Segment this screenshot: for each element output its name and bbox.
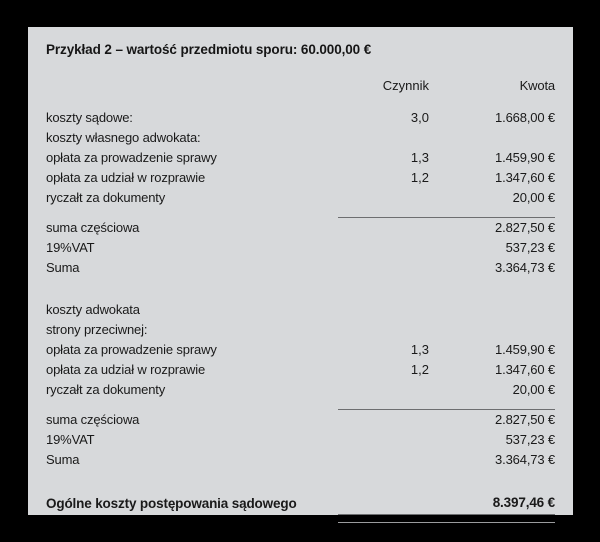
row-amount: 1.347,60 € [495,170,555,185]
table-row [46,128,555,148]
row-label: opłata za prowadzenie sprawy [46,150,217,165]
table-row [46,320,555,340]
header-label [46,75,338,97]
grand-total-label: Ogólne koszty postępowania sądowego [46,495,297,511]
row-label: Suma [46,452,80,467]
row-label: suma częściowa [46,220,140,235]
table-row [46,430,555,450]
row-label: suma częściowa [46,412,140,427]
row-factor [338,218,438,239]
row-factor [338,380,438,400]
row-factor [338,238,438,258]
row-amount: 1.459,90 € [495,342,555,357]
subtotal-separator [46,208,555,218]
row-factor [338,410,438,431]
table-header-row [46,75,555,97]
table-row [46,340,555,360]
row-factor: 1,3 [410,150,429,165]
table-row [46,258,555,278]
row-amount [438,128,555,148]
row-label: opłata za udział w rozprawie [46,170,206,185]
row-amount: 537,23 € [505,432,555,447]
row-label: opłata za udział w rozprawie [46,362,206,377]
row-amount [438,320,555,340]
row-factor [338,320,438,340]
row-amount: 1.668,00 € [495,110,555,125]
spacer [46,470,555,492]
row-label: opłata za prowadzenie sprawy [46,342,217,357]
grand-total-row [46,492,555,515]
row-label: ryczałt za dokumenty [46,190,166,205]
table-row [46,148,555,168]
row-amount: 20,00 € [512,190,555,205]
row-amount: 1.459,90 € [495,150,555,165]
table-row [46,238,555,258]
row-amount: 537,23 € [505,240,555,255]
cost-table [46,75,555,523]
row-factor: 1,2 [410,362,429,377]
table-row [46,168,555,188]
table-row [46,410,555,431]
row-amount [438,300,555,320]
row-label: strony przeciwnej: [46,322,148,337]
row-factor: 1,3 [410,342,429,357]
row-amount: 20,00 € [512,382,555,397]
row-label: 19%VAT [46,240,95,255]
header-factor: Czynnik [382,78,429,93]
row-factor [338,430,438,450]
grand-total-double-rule [46,515,555,523]
cost-breakdown-panel [28,27,573,515]
row-amount: 1.347,60 € [495,362,555,377]
spacer [46,278,555,300]
row-amount: 2.827,50 € [495,412,555,427]
row-label: ryczałt za dokumenty [46,382,166,397]
row-label: koszty adwokata [46,302,140,317]
row-factor [338,128,438,148]
table-row [46,300,555,320]
header-amount: Kwota [519,78,555,93]
row-factor [338,450,438,470]
row-amount: 2.827,50 € [495,220,555,235]
row-factor [338,188,438,208]
row-factor: 3,0 [410,110,429,125]
row-factor [338,300,438,320]
grand-total-amount: 8.397,46 € [492,495,555,510]
table-row [46,188,555,208]
table-row [46,108,555,128]
subtotal-separator [46,400,555,410]
row-label: koszty własnego adwokata: [46,130,201,145]
table-row [46,450,555,470]
row-label: 19%VAT [46,432,95,447]
row-factor: 1,2 [410,170,429,185]
table-row [46,380,555,400]
table-row [46,218,555,239]
row-label: koszty sądowe: [46,110,133,125]
row-label: Suma [46,260,80,275]
row-amount: 3.364,73 € [495,260,555,275]
spacer [46,97,555,108]
page-title: Przykład 2 – wartość przedmiotu sporu: 60.000,00 € [46,42,372,57]
table-row [46,360,555,380]
row-amount: 3.364,73 € [495,452,555,467]
row-factor [338,258,438,278]
grand-total-factor [338,492,438,515]
